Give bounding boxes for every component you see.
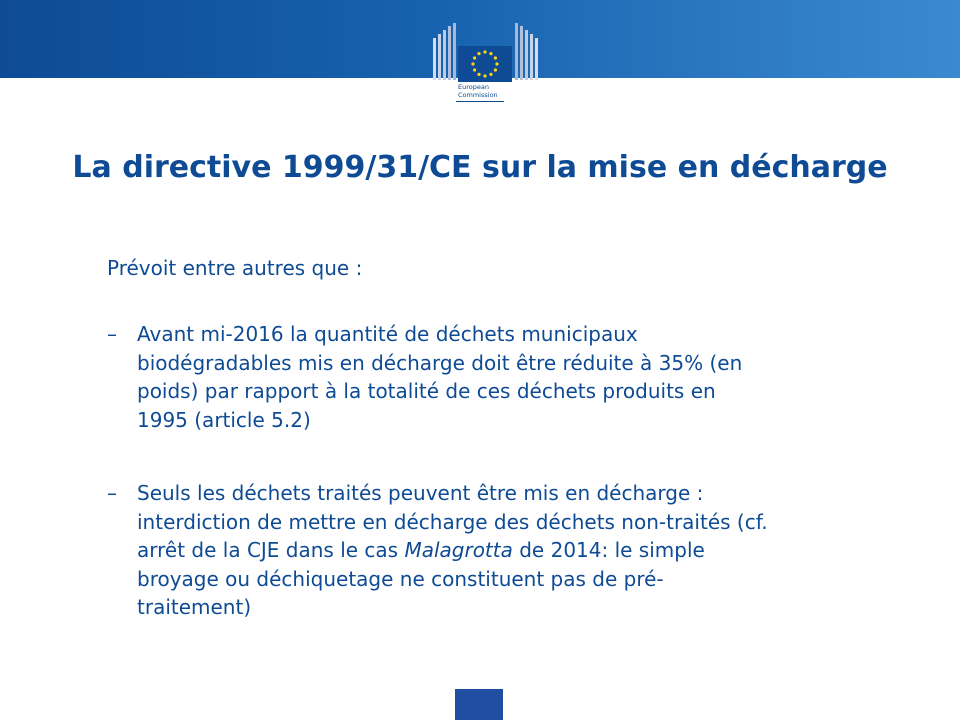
bullet-2-line-3a: arrêt de la CJE dans le cas: [137, 538, 405, 562]
logo-caption-line2: Commission: [458, 91, 498, 99]
bullet-dash: –: [107, 322, 117, 346]
case-name-malagrotta: Malagrotta: [404, 538, 513, 562]
bullet-2-line-3b: de 2014: le simple: [512, 538, 705, 562]
bullet-2-line-5: traitement): [137, 595, 252, 619]
bullet-1-line-4: 1995 (article 5.2): [137, 407, 311, 432]
bullet-2-line-1: Seuls les déchets traités peuvent être mis en décharge :: [137, 481, 704, 505]
logo-caption: [458, 83, 518, 99]
bullet-1-line-2: biodégradables mis en décharge doit être réduite à 35% (en: [137, 350, 743, 375]
bullet-1-line-3: poids) par rapport à la totalité de ces déchets produits en: [137, 379, 716, 403]
logo-rule: [456, 101, 504, 102]
slide-title: La directive 1999/31/CE sur la mise en décharge: [72, 150, 888, 185]
bullet-text-1: [137, 320, 897, 434]
logo-caption-line1: European: [458, 83, 489, 91]
bullet-text-2: [137, 479, 897, 622]
bullet-2-line-3: [137, 536, 897, 565]
bullet-dash: –: [107, 481, 117, 505]
footer-flag: [455, 689, 503, 720]
bullet-2-line-4: broyage ou déchiquetage ne constituent pas de pré-: [137, 566, 664, 591]
intro-text: Prévoit entre autres que :: [107, 256, 363, 280]
bullet-1-line-1: Avant mi-2016 la quantité de déchets municipaux: [137, 322, 638, 346]
bullet-2-line-2: interdiction de mettre en décharge des déchets non-traités (cf.: [137, 509, 768, 534]
